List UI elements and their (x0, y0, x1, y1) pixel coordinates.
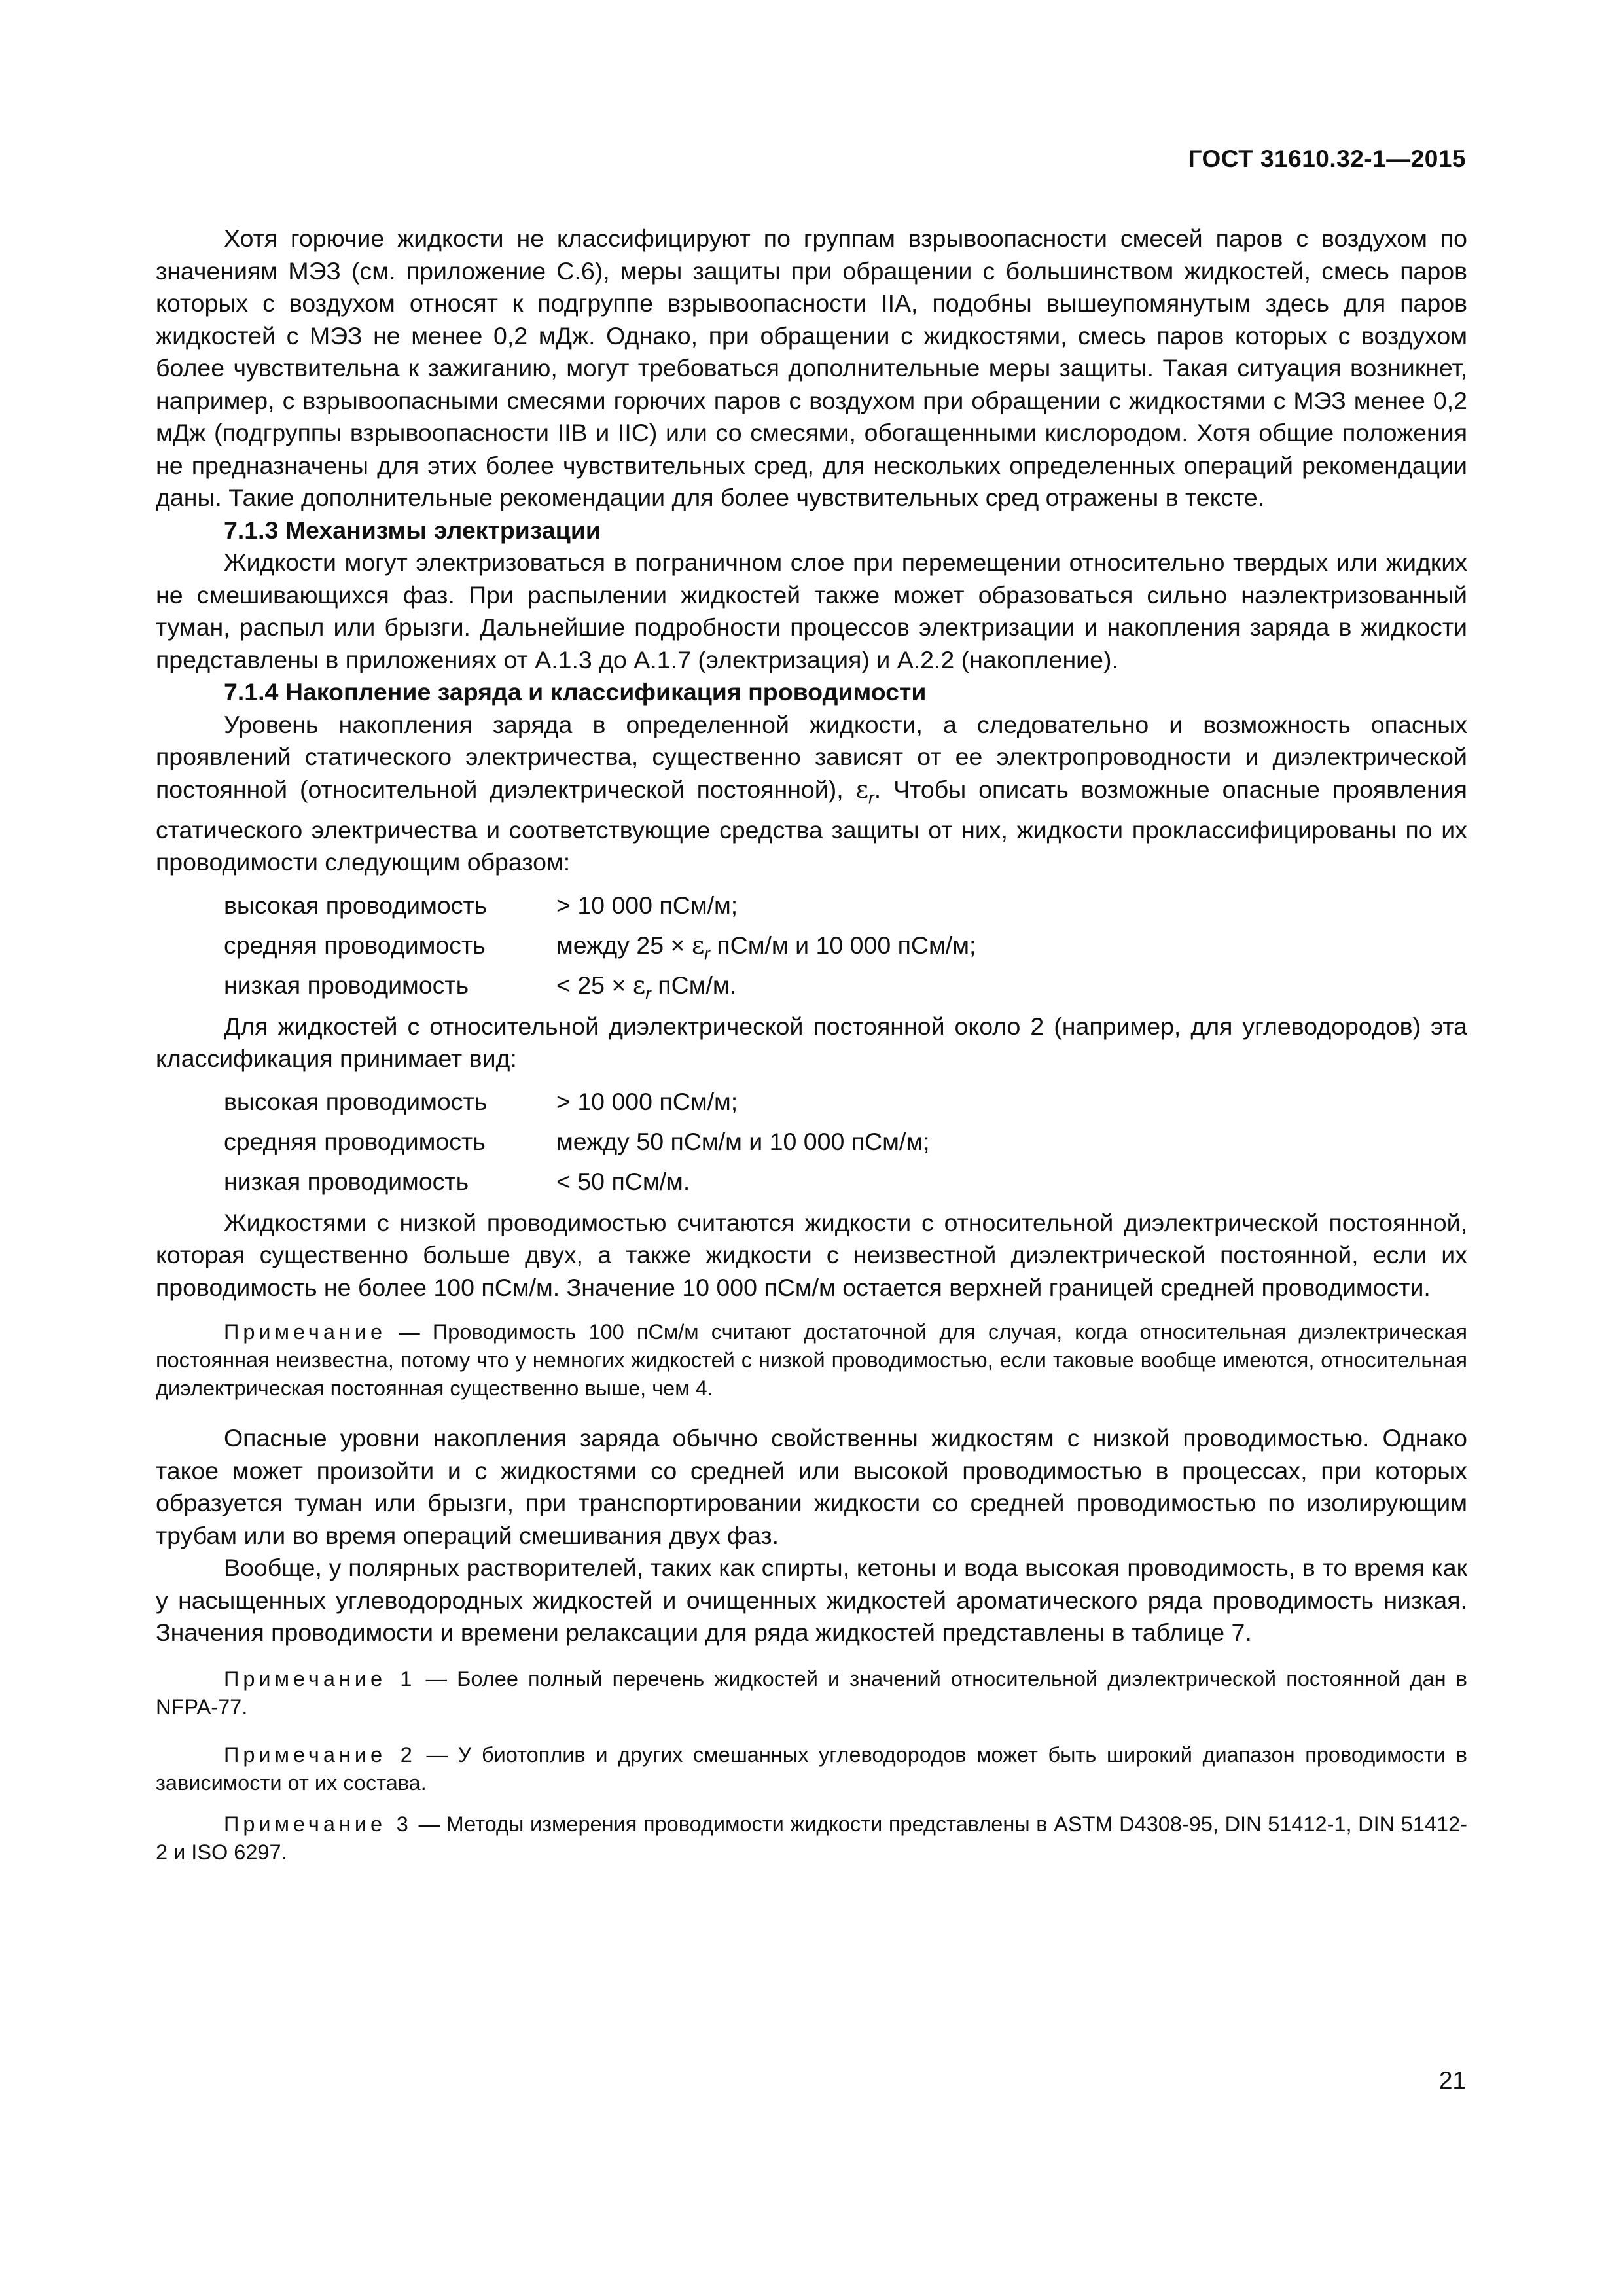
note-2 (156, 1741, 1467, 1797)
epsilon-subscript: r (645, 983, 651, 1003)
page-number: 21 (1438, 2067, 1466, 2094)
note-label: Примечание 3 (224, 1812, 412, 1836)
classification-row-low (156, 1162, 1467, 1202)
note-text: — Проводимость 100 пСм/м считают достаточной для случая, когда относительная диэлектрическая постоянная неизвестна, потому что у немногих жидкостей с низкой проводимостью, если таковые вообще имеются, относительная диэлектрическая постоянная существенно выше, чем 4. (156, 1320, 1467, 1400)
classification-row-high (156, 1082, 1467, 1122)
note-label: Примечание (224, 1320, 387, 1344)
classification-row-medium (156, 925, 1467, 965)
section-heading-7-1-3: 7.1.3 Механизмы электризации (224, 516, 601, 544)
classification-value: > 10 000 пСм/м; (556, 891, 738, 919)
classification-value-part-b: пСм/м и 10 000 пСм/м; (709, 931, 976, 959)
page-body (156, 223, 1467, 1880)
classification-row-medium (156, 1122, 1467, 1162)
classification-value-part-b: пСм/м. (651, 971, 737, 999)
section-heading-7-1-4: 7.1.4 Накопление заряда и классификация проводимости (224, 678, 927, 706)
note-label: Примечание 1 (224, 1666, 416, 1691)
classification-value (556, 925, 1467, 965)
paragraph-charge-accumulation-part-b: . Чтобы описать возможные опасные проявления статического электричества и соответствующие средства защиты от них, жидкости проклассифицированы по их проводимости следующим образом: (156, 775, 1467, 876)
conductivity-classification-hydrocarbons (156, 1082, 1467, 1202)
epsilon-symbol: ε (691, 930, 705, 960)
classification-label: высокая проводимость (224, 1087, 488, 1115)
paragraph-polar-solvents: Вообще, у полярных растворителей, таких как спирты, кетоны и вода высокая проводимость, в то время как у насыщенных углеводородных жидкостей и очищенных жидкостей ароматического ряда проводимость низкая. Значения проводимости и времени релаксации для ряда жидкостей представлены в таблице 7. (156, 1554, 1467, 1646)
paragraph-hazardous-levels: Опасные уровни накопления заряда обычно свойственны жидкостям с низкой проводимостью. Однако такое может произойти и с жидкостями со средней или высокой проводимостью в процессах, при которых образуется туман или брызги, при транспортировании жидкости со средней проводимостью по изолирующим трубам или во время операций смешивания двух фаз. (156, 1424, 1467, 1549)
note-label: Примечание 2 (224, 1742, 416, 1767)
classification-label: низкая проводимость (224, 971, 469, 999)
note-main (156, 1318, 1467, 1403)
document-id-header: ГОСТ 31610.32-1—2015 (1188, 145, 1466, 172)
paragraph-mez: Хотя горючие жидкости не классифицируют по группам взрывоопасности смесей паров с воздухом по значениям МЭЗ (см. приложение С.6), меры защиты при обращении с большинством жидкостей, смесь паров которых с воздухом относят к подгруппе взрывоопасности IIA, подобны вышеупомянутым здесь для паров жидкостей с МЭЗ не менее 0,2 мДж. Однако, при обращении с жидкостями, смесь паров которых с воздухом более чувствительна к зажиганию, могут требоваться дополнительные меры защиты. Такая ситуация возникнет, например, с взрывоопасными смесями горючих паров с воздухом при обращении с жидкостями с МЭЗ менее 0,2 мДж (подгруппы взрывоопасности IIB и IIC) или со смесями, обогащенными кислородом. Хотя общие положения не предназначены для этих более чувствительных сред, для нескольких определенных операций рекомендации даны. Такие дополнительные рекомендации для более чувствительных сред отражены в тексте. (156, 224, 1467, 511)
classification-value-part-a: между 25 × (556, 931, 692, 959)
note-text: — Более полный перечень жидкостей и значений относительной диэлектрической постоянной дан в NFPA-77. (156, 1666, 1467, 1719)
classification-value-part-a: < 25 × (556, 971, 633, 999)
paragraph-low-conductivity: Жидкостями с низкой проводимостью считаются жидкости с относительной диэлектрической постоянной, которая существенно больше двух, а также жидкости с неизвестной диэлектрической постоянной, если их проводимость не более 100 пСм/м. Значение 10 000 пСм/м остается верхней границей средней проводимости. (156, 1208, 1467, 1301)
classification-label: высокая проводимость (224, 891, 488, 919)
note-text: — Методы измерения проводимости жидкости представлены в ASTM D4308-95, DIN 51412-1, DIN 51412-2 и ISO 6297. (156, 1812, 1467, 1864)
classification-label: средняя проводимость (224, 1127, 486, 1155)
conductivity-classification-general (156, 886, 1467, 1005)
classification-value: > 10 000 пСм/м; (556, 1087, 738, 1115)
note-1 (156, 1665, 1467, 1721)
paragraph-charge-accumulation (156, 709, 1467, 879)
classification-row-low (156, 965, 1467, 1005)
note-text: — У биотоплив и других смешанных углеводородов может быть широкий диапазон проводимости в зависимости от их состава. (156, 1742, 1467, 1795)
paragraph-hydrocarbons: Для жидкостей с относительной диэлектрической постоянной около 2 (например, для углеводородов) эта классификация принимает вид: (156, 1012, 1467, 1072)
classification-value: между 50 пСм/м и 10 000 пСм/м; (556, 1127, 930, 1155)
note-3 (156, 1810, 1467, 1867)
classification-label: низкая проводимость (224, 1167, 469, 1195)
epsilon-subscript: r (704, 943, 710, 963)
epsilon-subscript: r (868, 787, 874, 807)
paragraph-electrification: Жидкости могут электризоваться в пограничном слое при перемещении относительно твердых или жидких не смешивающихся фаз. При распылении жидкостей также может образоваться сильно наэлектризованный туман, распыл или брызги. Дальнейшие подробности процессов электризации и накопления заряда в жидкости представлены в приложениях от А.1.3 до А.1.7 (электризация) и А.2.2 (накопление). (156, 548, 1467, 673)
classification-value: < 50 пСм/м. (556, 1167, 690, 1195)
epsilon-symbol: ε (855, 774, 869, 804)
epsilon-symbol: ε (632, 970, 646, 999)
paragraph-charge-accumulation-part-a: Уровень накопления заряда в определенной жидкости, а следовательно и возможность опасных проявлений статического электричества, существенно зависят от ее электропроводности и диэлектрической постоянной (относительной диэлектрической постоянной), (156, 710, 1467, 803)
classification-row-high (156, 886, 1467, 925)
classification-label: средняя проводимость (224, 931, 486, 959)
classification-value (556, 965, 1467, 1005)
